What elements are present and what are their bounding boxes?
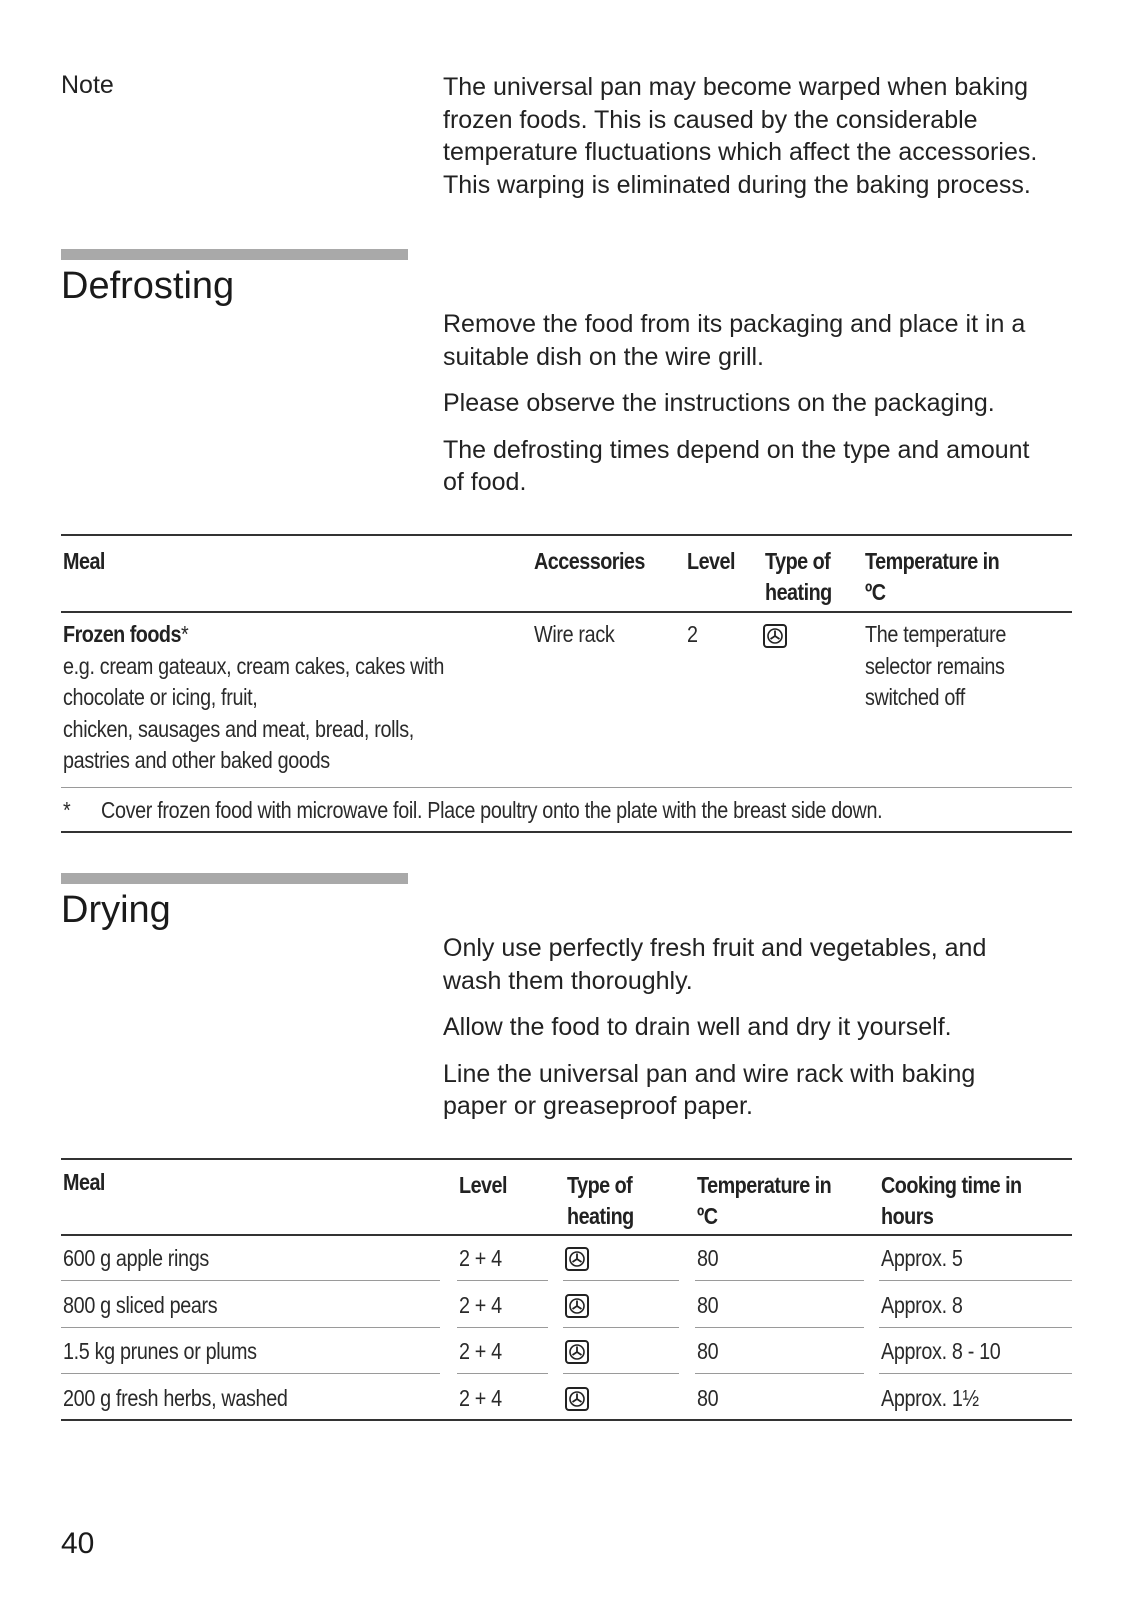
drying-header-time (881, 1170, 1022, 1231)
hot-air-fan-icon (565, 1247, 589, 1276)
paragraph (443, 434, 1093, 499)
drying-header-meal: Meal (63, 1169, 105, 1195)
note-label: Note (61, 71, 114, 99)
table-row-meal: 200 g fresh herbs, washed (63, 1385, 288, 1411)
paragraph-line: Remove the food from its packaging and place it in a (443, 310, 1026, 338)
header-rule (61, 1234, 1072, 1236)
defrost-header-temperature (865, 546, 999, 607)
temp-line: switched off (865, 684, 965, 710)
row-rule (61, 1280, 440, 1281)
paragraph (443, 308, 1093, 373)
header-rule (61, 611, 1072, 613)
row-rule (61, 1373, 440, 1374)
row-rule (563, 1373, 679, 1374)
defrosting-intro (443, 308, 1093, 513)
temp-line: The temperature (865, 621, 1007, 647)
footnote-rule (61, 787, 1072, 788)
paragraph-line: of food. (443, 468, 527, 496)
header-line: Type of (765, 548, 831, 574)
defrost-header-meal: Meal (63, 548, 105, 574)
footnote-mark: * (180, 621, 189, 647)
paragraph-line: wash them thoroughly. (443, 966, 693, 995)
paragraph-line: Please observe the instructions on the packaging. (443, 389, 995, 417)
row-rule (879, 1373, 1072, 1374)
defrost-level-cell: 2 (687, 621, 698, 647)
row-rule (457, 1280, 548, 1281)
table-row-temperature: 80 (697, 1338, 719, 1364)
header-line: heating (567, 1202, 634, 1229)
defrost-temperature-cell (865, 619, 1006, 714)
hot-air-fan-icon (565, 1294, 589, 1323)
defrost-meal-cell (63, 619, 459, 777)
row-rule (879, 1327, 1072, 1328)
paragraph (443, 1058, 1093, 1123)
defrost-header-accessories: Accessories (534, 548, 645, 574)
row-rule (879, 1280, 1072, 1281)
header-line: Type of (567, 1172, 633, 1198)
header-line: heating (765, 578, 832, 605)
table-row-time: Approx. 8 - 10 (881, 1338, 1001, 1364)
drying-header-level: Level (459, 1172, 508, 1198)
table-bottom-rule (61, 1419, 1072, 1421)
table-row-temperature: 80 (697, 1245, 719, 1271)
drying-header-temperature (697, 1170, 831, 1231)
table-row-time: Approx. 8 (881, 1292, 963, 1318)
row-rule (457, 1373, 548, 1374)
table-row-meal: 800 g sliced pears (63, 1292, 218, 1318)
table-row-time: Approx. 5 (881, 1245, 963, 1271)
table-top-rule (61, 534, 1072, 536)
row-rule (457, 1327, 548, 1328)
table-row-level: 2 + 4 (459, 1338, 502, 1364)
defrost-header-level: Level (687, 548, 736, 574)
section-bar (61, 873, 408, 884)
table-row-level: 2 + 4 (459, 1292, 502, 1318)
drying-intro (443, 932, 1093, 1137)
header-line: Temperature in (697, 1172, 832, 1198)
hot-air-fan-icon (763, 624, 787, 653)
table-row-level: 2 + 4 (459, 1245, 502, 1271)
table-row-temperature: 80 (697, 1292, 719, 1318)
header-line: Temperature in (865, 548, 1000, 574)
row-rule (695, 1280, 864, 1281)
note-line: The universal pan may become warped when baking (443, 73, 1029, 101)
paragraph-line: Only use perfectly fresh fruit and vegetables, and (443, 934, 987, 962)
footnote-asterisk: * (63, 797, 71, 823)
hot-air-fan-icon (565, 1340, 589, 1369)
table-row-meal: 600 g apple rings (63, 1245, 209, 1271)
meal-line: pastries and other baked goods (63, 747, 330, 773)
table-bottom-rule (61, 831, 1072, 833)
section-bar (61, 249, 408, 260)
row-rule (695, 1373, 864, 1374)
defrosting-title: Defrosting (61, 265, 235, 307)
meal-title: Frozen foods (63, 621, 181, 647)
drying-title: Drying (61, 889, 171, 931)
footnote-text: Cover frozen food with microwave foil. Place poultry onto the plate with the breast side down. (101, 797, 883, 823)
paragraph (443, 932, 1093, 997)
defrost-header-heating (765, 546, 832, 607)
hot-air-fan-icon (565, 1387, 589, 1416)
paragraph (443, 387, 1093, 420)
table-row-temperature: 80 (697, 1385, 719, 1411)
header-line: ºC (865, 578, 886, 605)
row-rule (695, 1327, 864, 1328)
page-number: 40 (61, 1527, 95, 1560)
row-rule (61, 1327, 440, 1328)
note-line: temperature fluctuations which affect the accessories. (443, 138, 1038, 166)
note-text (443, 71, 1093, 201)
meal-line: chocolate or icing, fruit, (63, 684, 258, 710)
note-line: frozen foods. This is caused by the considerable (443, 105, 978, 134)
paragraph-line: The defrosting times depend on the type and amount (443, 435, 1030, 464)
drying-header-heating (567, 1170, 634, 1231)
paragraph-line: Allow the food to drain well and dry it yourself. (443, 1013, 952, 1041)
meal-line: chicken, sausages and meat, bread, rolls, (63, 715, 414, 742)
note-line: This warping is eliminated during the baking process. (443, 170, 1031, 199)
row-rule (563, 1280, 679, 1281)
row-rule (563, 1327, 679, 1328)
table-row-time: Approx. 1½ (881, 1385, 979, 1411)
header-line: hours (881, 1202, 934, 1229)
paragraph-line: suitable dish on the wire grill. (443, 342, 764, 371)
header-line: ºC (697, 1202, 718, 1229)
table-row-meal: 1.5 kg prunes or plums (63, 1338, 257, 1364)
defrost-accessories-cell: Wire rack (534, 621, 615, 647)
paragraph-line: Line the universal pan and wire rack with baking (443, 1059, 976, 1088)
temp-line: selector remains (865, 652, 1005, 679)
table-top-rule (61, 1158, 1072, 1160)
paragraph (443, 1011, 1093, 1044)
table-row-level: 2 + 4 (459, 1385, 502, 1411)
header-line: Cooking time in (881, 1172, 1022, 1198)
meal-line: e.g. cream gateaux, cream cakes, cakes with (63, 652, 444, 679)
paragraph-line: paper or greaseproof paper. (443, 1092, 753, 1120)
